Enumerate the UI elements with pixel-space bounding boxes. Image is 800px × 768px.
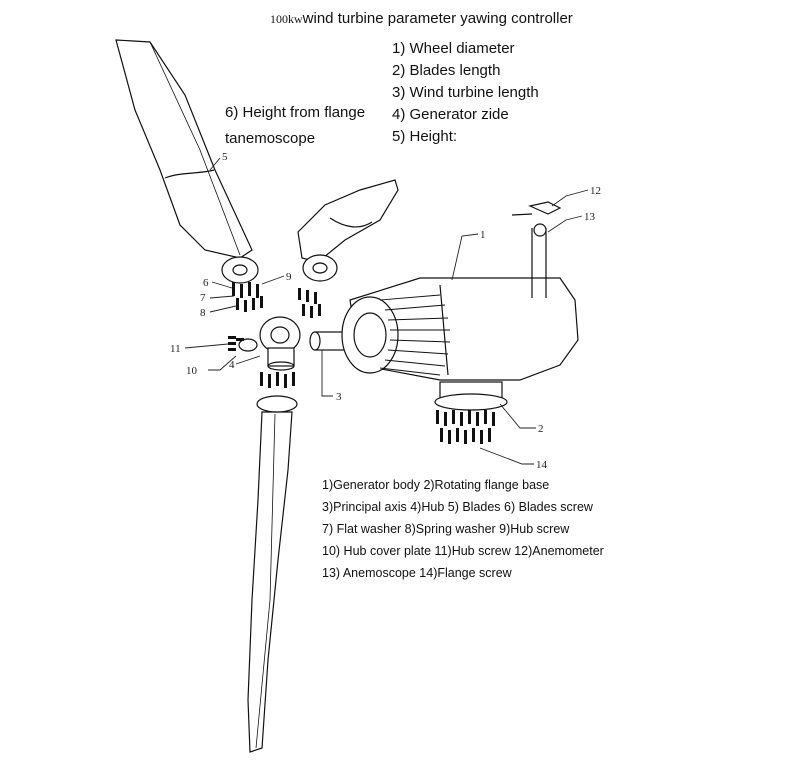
parameter-item: 5) Height: <box>392 128 458 145</box>
blade-screw-cluster-left <box>232 282 263 312</box>
parameter-item: 1) Wheel diameter <box>392 40 515 57</box>
leader-line-8 <box>210 306 236 312</box>
anemoscope <box>534 224 546 236</box>
title-power-rating: 100kw <box>270 12 303 26</box>
blade-lower <box>248 412 292 752</box>
blade-upper-right <box>298 180 398 262</box>
parameter-item: 4) Generator zide <box>392 106 509 123</box>
callout-6: 6 <box>203 277 209 289</box>
callout-1: 1 <box>480 229 486 241</box>
hub <box>260 317 300 370</box>
leader-line-12 <box>552 190 588 206</box>
leader-line-11 <box>185 344 228 348</box>
callout-3: 3 <box>336 391 342 403</box>
side-label-height: 6) Height from flange <box>225 104 366 121</box>
legend-line: 13) Anemoscope 14)Flange screw <box>322 566 512 580</box>
rotating-flange-base <box>435 382 507 410</box>
leader-line-9 <box>262 276 284 284</box>
parts-legend <box>322 474 604 584</box>
legend-line: 7) Flat washer 8)Spring washer 9)Hub screw <box>322 522 570 536</box>
leader-line-4 <box>236 356 260 364</box>
callout-11: 11 <box>170 343 181 355</box>
side-label-anemoscope: tanemoscope <box>225 130 316 147</box>
leader-line-14 <box>480 448 534 464</box>
callout-2: 2 <box>538 423 544 435</box>
leader-line-2 <box>500 404 536 428</box>
leader-line-7 <box>210 296 234 298</box>
callout-8: 8 <box>200 307 206 319</box>
callout-7: 7 <box>200 292 206 304</box>
blade-screw-cluster-right <box>298 288 321 318</box>
leader-line-6 <box>212 282 232 288</box>
leader-line-13 <box>548 216 582 232</box>
blade-upper-left <box>116 40 252 258</box>
callout-14: 14 <box>536 459 547 471</box>
leader-line-1 <box>452 234 478 280</box>
callout-4: 4 <box>229 359 235 371</box>
legend-line: 1)Generator body 2)Rotating flange base <box>322 478 550 492</box>
legend-line: 10) Hub cover plate 11)Hub screw 12)Anemometer <box>322 544 604 558</box>
legend-line: 3)Principal axis 4)Hub 5) Blades 6) Blades screw <box>322 500 593 514</box>
callout-9: 9 <box>286 271 292 283</box>
blade-flange-lower <box>257 396 297 412</box>
title-text: wind turbine parameter yawing controller <box>302 10 573 27</box>
callout-5: 5 <box>222 151 228 163</box>
blade-flange-left <box>222 257 258 283</box>
flange-screw-cluster <box>436 410 495 444</box>
callout-12: 12 <box>590 185 601 197</box>
callout-10: 10 <box>186 365 197 377</box>
callout-13: 13 <box>584 211 595 223</box>
leader-line-3 <box>322 350 333 396</box>
generator-body <box>342 278 578 380</box>
parameter-item: 3) Wind turbine length <box>392 84 539 101</box>
parameter-item: 2) Blades length <box>392 62 501 79</box>
blade-screw-cluster-lower <box>260 372 295 388</box>
blade-flange-right <box>303 255 337 281</box>
